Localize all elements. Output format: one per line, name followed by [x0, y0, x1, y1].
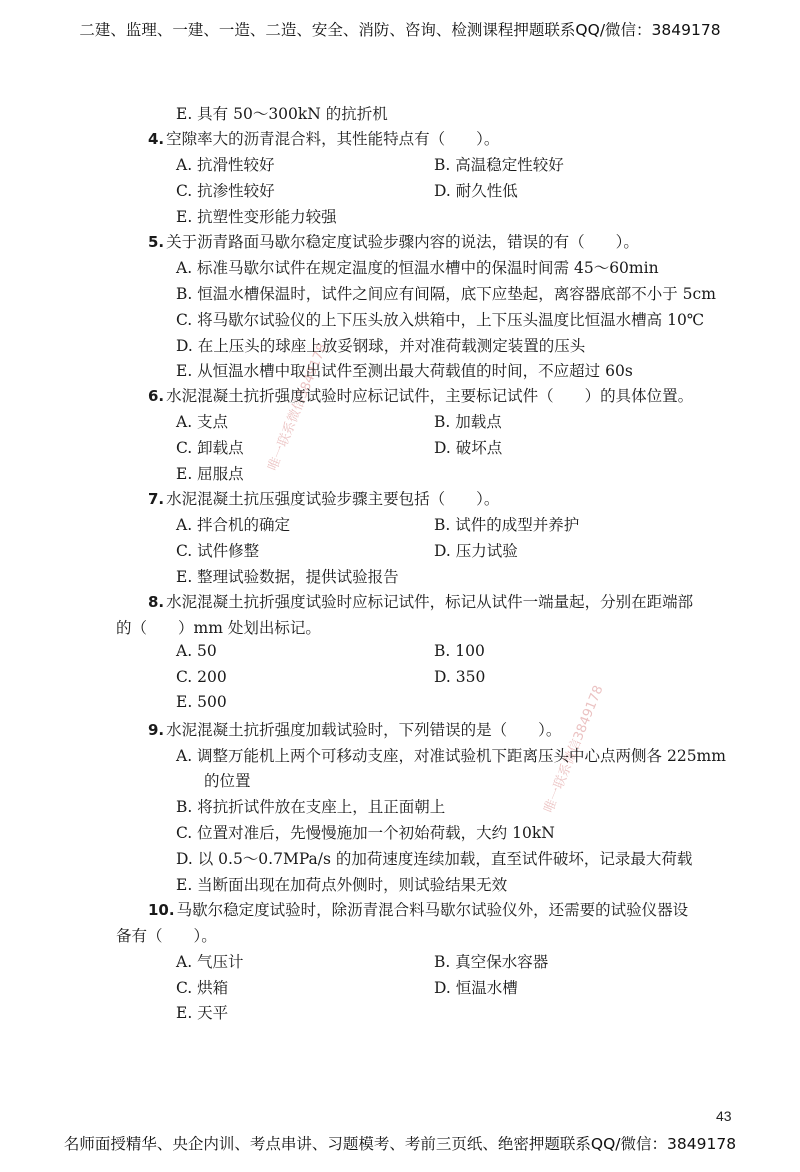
- option-b: B. 加载点: [434, 413, 502, 431]
- option-a: A. 标准马歇尔试件在规定温度的恒温水槽中的保温时间需 45～60min: [176, 259, 659, 277]
- question-text: 马歇尔稳定度试验时，除沥青混合料马歇尔试验仪外，还需要的试验仪器设: [176, 901, 689, 919]
- option-d: D. 恒温水槽: [434, 979, 518, 997]
- question-text-continued: 的（ ）mm 处划出标记。: [116, 619, 321, 637]
- option-a: A. 支点: [176, 413, 229, 431]
- option-b: B. 恒温水槽保温时，试件之间应有间隔，底下应垫起，离容器底部不小于 5cm: [176, 285, 716, 303]
- question-number: 9.: [148, 721, 165, 739]
- footer-banner: 名师面授精华、央企内训、考点串讲、习题模考、考前三页纸、绝密押题联系QQ/微信：3849178: [63, 1135, 737, 1153]
- option-b: B. 真空保水容器: [434, 953, 549, 971]
- question-stem: [148, 487, 499, 509]
- question-text: 水泥混凝土抗折强度试验时应标记试件，主要标记试件（ ）的具体位置。: [166, 387, 694, 405]
- option-e: E. 天平: [176, 1004, 229, 1022]
- option-c: C. 烘箱: [176, 979, 229, 997]
- question-stem: [148, 127, 499, 149]
- question-text-continued: 备有（ ）。: [116, 927, 217, 945]
- option-d: D. 350: [434, 668, 486, 686]
- option-e: E. 整理试验数据，提供试验报告: [176, 568, 399, 586]
- option-e: E. 抗塑性变形能力较强: [176, 208, 337, 226]
- question-number: 6.: [148, 387, 165, 405]
- watermark: 唯一联系微信3849178: [265, 341, 331, 474]
- option-e: E. 屈服点: [176, 465, 244, 483]
- option-c: C. 抗渗性较好: [176, 182, 275, 200]
- option-a: A. 气压计: [176, 953, 244, 971]
- question-stem: [148, 384, 693, 406]
- option-e: E. 当断面出现在加荷点外侧时，则试验结果无效: [176, 876, 508, 894]
- option-b: B. 试件的成型并养护: [434, 516, 580, 534]
- question-text: 水泥混凝土抗折强度加载试验时，下列错误的是（ ）。: [166, 721, 562, 739]
- option-d: D. 以 0.5～0.7MPa/s 的加荷速度连续加载，直至试件破坏，记录最大荷载: [176, 850, 693, 868]
- question-text: 水泥混凝土抗压强度试验步骤主要包括（ ）。: [166, 490, 500, 508]
- question-number: 7.: [148, 490, 165, 508]
- option-b: B. 100: [434, 642, 485, 660]
- option-e: E. 从恒温水槽中取出试件至测出最大荷载值的时间，不应超过 60s: [176, 362, 633, 380]
- watermark: 唯一联系微信3849178: [541, 683, 607, 816]
- option-e: E. 500: [176, 693, 227, 711]
- question-text: 水泥混凝土抗折强度试验时应标记试件，标记从试件一端量起，分别在距端部: [166, 593, 694, 611]
- question-number: 4.: [148, 130, 165, 148]
- question-stem: [148, 230, 639, 252]
- q3-option-e: E. 具有 50～300kN 的抗折机: [176, 105, 388, 123]
- option-c: C. 试件修整: [176, 542, 260, 560]
- question-number: 5.: [148, 233, 165, 251]
- option-a-continued: 的位置: [204, 772, 251, 790]
- question-text: 空隙率大的沥青混合料，其性能特点有（ ）。: [166, 130, 500, 148]
- question-stem: [148, 718, 561, 740]
- question-text: 关于沥青路面马歇尔稳定度试验步骤内容的说法，错误的有（ ）。: [166, 233, 639, 251]
- option-c: C. 位置对准后，先慢慢施加一个初始荷载，大约 10kN: [176, 824, 555, 842]
- option-d: D. 在上压头的球座上放妥钢球，并对准荷载测定装置的压头: [176, 337, 586, 355]
- option-d: D. 耐久性低: [434, 182, 518, 200]
- option-c: C. 将马歇尔试验仪的上下压头放入烘箱中，上下压头温度比恒温水槽高 10℃: [176, 311, 705, 329]
- question-stem: [148, 898, 688, 920]
- option-a: A. 50: [176, 642, 217, 660]
- option-d: D. 压力试验: [434, 542, 518, 560]
- header-banner: 二建、监理、一建、一造、二造、安全、消防、咨询、检测课程押题联系QQ/微信：3849178: [79, 21, 721, 39]
- option-a: A. 抗滑性较好: [176, 156, 275, 174]
- option-b: B. 将抗折试件放在支座上，且正面朝上: [176, 798, 446, 816]
- question-number: 10.: [148, 901, 175, 919]
- question-stem: [148, 590, 693, 612]
- option-a: A. 拌合机的确定: [176, 516, 291, 534]
- option-c: C. 卸载点: [176, 439, 244, 457]
- question-number: 8.: [148, 593, 165, 611]
- option-a: A. 调整万能机上两个可移动支座，对准试验机下距离压头中心点两侧各 225mm: [176, 747, 726, 765]
- option-b: B. 高温稳定性较好: [434, 156, 564, 174]
- option-d: D. 破坏点: [434, 439, 503, 457]
- option-c: C. 200: [176, 668, 227, 686]
- page-number: 43: [716, 1108, 732, 1124]
